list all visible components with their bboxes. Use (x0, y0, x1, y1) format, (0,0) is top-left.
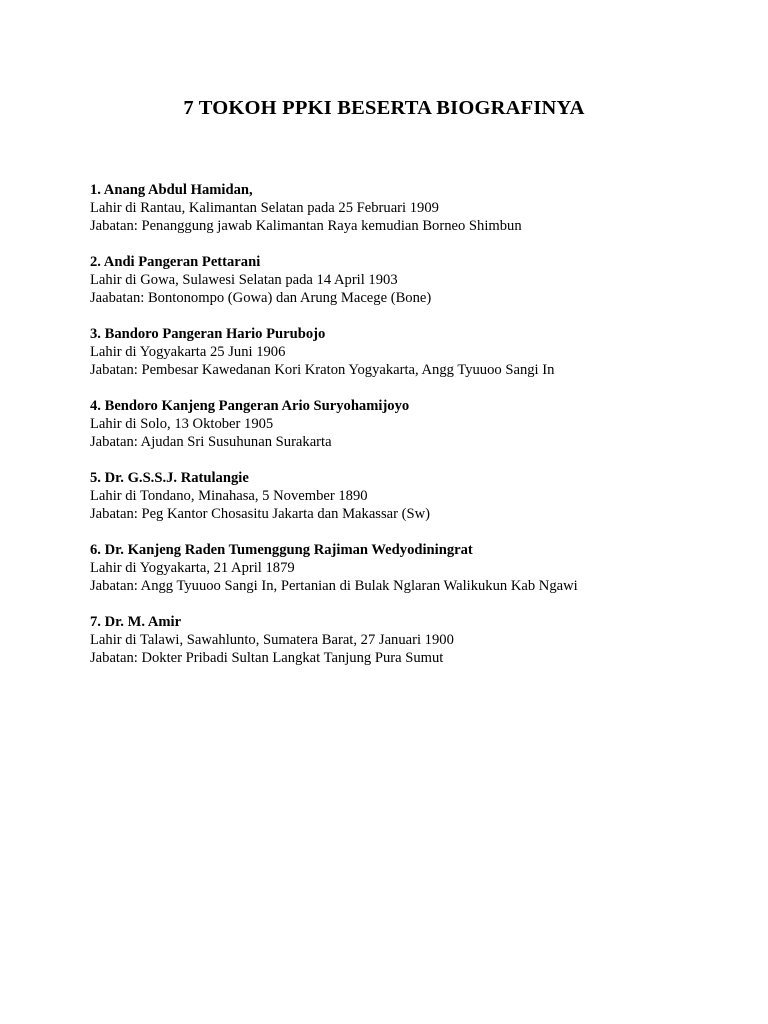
position-info: Jabatan: Peg Kantor Chosasitu Jakarta dan Makassar (Sw) (90, 506, 431, 522)
biography-entry (90, 541, 730, 595)
figure-name: 5. Dr. G.S.S.J. Ratulangie (90, 470, 249, 486)
biography-entry (90, 253, 730, 307)
biography-list (90, 181, 730, 685)
position-info: Jabatan: Dokter Pribadi Sultan Langkat Tanjung Pura Sumut (90, 650, 444, 666)
figure-name: 6. Dr. Kanjeng Raden Tumenggung Rajiman Wedyodiningrat (90, 542, 473, 558)
biography-entry (90, 397, 730, 451)
biography-entry (90, 469, 730, 523)
biography-entry (90, 325, 730, 379)
position-info: Jabatan: Ajudan Sri Susuhunan Surakarta (90, 434, 332, 450)
birth-info: Lahir di Talawi, Sawahlunto, Sumatera Barat, 27 Januari 1900 (90, 632, 454, 648)
birth-info: Lahir di Tondano, Minahasa, 5 November 1890 (90, 488, 368, 504)
position-info: Jabatan: Angg Tyuuoo Sangi In, Pertanian di Bulak Nglaran Walikukun Kab Ngawi (90, 578, 578, 594)
figure-name: 2. Andi Pangeran Pettarani (90, 254, 261, 270)
position-info: Jabatan: Pembesar Kawedanan Kori Kraton Yogyakarta, Angg Tyuuoo Sangi In (90, 362, 555, 378)
birth-info: Lahir di Solo, 13 Oktober 1905 (90, 416, 274, 432)
birth-info: Lahir di Yogyakarta 25 Juni 1906 (90, 344, 286, 360)
position-info: Jaabatan: Bontonompo (Gowa) dan Arung Macege (Bone) (90, 290, 432, 306)
figure-name: 3. Bandoro Pangeran Hario Purubojo (90, 326, 326, 342)
document-title: 7 TOKOH PPKI BESERTA BIOGRAFINYA (183, 97, 585, 119)
birth-info: Lahir di Yogyakarta, 21 April 1879 (90, 560, 295, 576)
figure-name: 7. Dr. M. Amir (90, 614, 182, 630)
biography-entry (90, 613, 730, 667)
birth-info: Lahir di Rantau, Kalimantan Selatan pada 25 Februari 1909 (90, 200, 439, 216)
position-info: Jabatan: Penanggung jawab Kalimantan Raya kemudian Borneo Shimbun (90, 218, 522, 234)
figure-name: 4. Bendoro Kanjeng Pangeran Ario Suryohamijoyo (90, 398, 410, 414)
figure-name: 1. Anang Abdul Hamidan, (90, 182, 253, 198)
birth-info: Lahir di Gowa, Sulawesi Selatan pada 14 April 1903 (90, 272, 398, 288)
biography-entry (90, 181, 730, 235)
